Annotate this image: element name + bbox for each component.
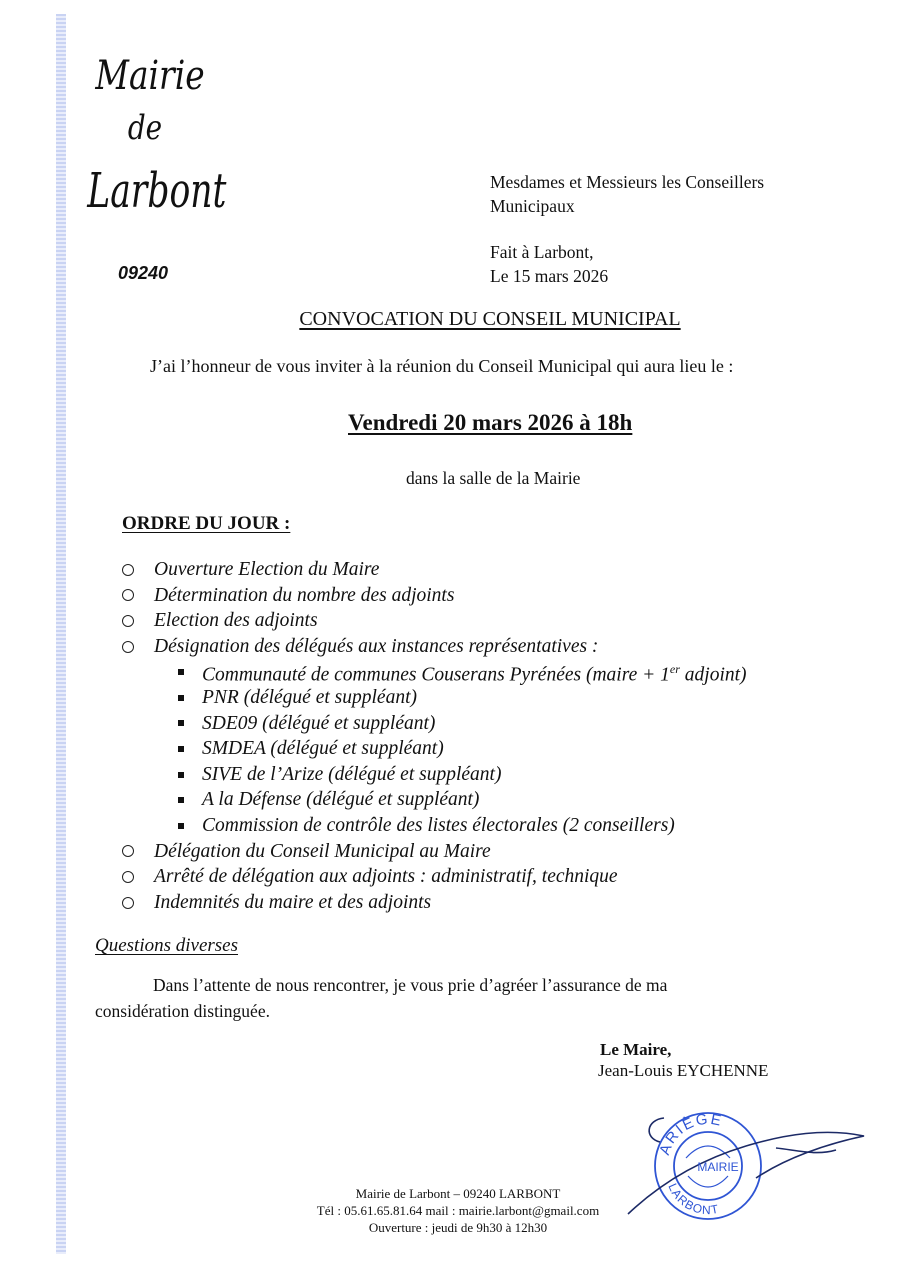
superscript-er: er — [669, 661, 680, 676]
agenda-subitem-text: PNR (délégué et suppléant) — [202, 686, 417, 708]
agenda-subitem-text: Commission de contrôle des listes électorales (2 conseillers) — [202, 814, 675, 836]
meeting-date: Vendredi 20 mars 2026 à 18h — [348, 410, 633, 435]
stamp-top-text — [656, 1111, 724, 1158]
square-bullet-icon — [178, 772, 184, 778]
footer — [258, 1185, 658, 1236]
subitem-text-part: Communauté de communes Couserans Pyrénées (maire + 1 — [202, 664, 670, 686]
letterhead-logo — [70, 52, 230, 226]
agenda-item-text: Arrêté de délégation aux adjoints : administratif, technique — [154, 866, 618, 888]
square-bullet-icon — [178, 695, 184, 701]
agenda-item — [118, 557, 747, 583]
square-bullet-icon — [178, 746, 184, 752]
recipient-line-1: Mesdames et Messieurs les Conseillers — [490, 172, 765, 192]
agenda-subitem — [118, 813, 747, 839]
agenda-subitem — [118, 685, 747, 711]
recipient-block — [490, 170, 764, 218]
agenda-item — [118, 634, 747, 660]
agenda-item-text: Désignation des délégués aux instances représentatives : — [154, 635, 599, 657]
agenda-item-text: Détermination du nombre des adjoints — [154, 584, 455, 606]
circle-bullet-icon — [122, 641, 134, 653]
circle-bullet-icon — [122, 897, 134, 909]
agenda-item-text: Ouverture Election du Maire — [154, 559, 380, 580]
agenda-item — [118, 839, 747, 865]
agenda-subitem-text: SDE09 (délégué et suppléant) — [202, 712, 436, 734]
circle-bullet-icon — [122, 871, 134, 883]
meeting-place: dans la salle de la Mairie — [406, 468, 581, 488]
footer-contact: Tél : 05.61.65.81.64 mail : mairie.larbont@gmail.com — [316, 1203, 600, 1218]
intro-text: J’ai l’honneur de vous inviter à la réunion du Conseil Municipal qui aura lieu le : — [150, 356, 734, 376]
document-title: CONVOCATION DU CONSEIL MUNICIPAL — [299, 308, 681, 330]
closing-paragraph: Dans l’attente de nous rencontrer, je vous prie d’agréer l’assurance de ma considération distinguée. — [95, 975, 668, 1021]
agenda-subitem-text — [202, 657, 747, 688]
agenda-subitem — [118, 736, 747, 762]
circle-bullet-icon — [122, 564, 134, 576]
agenda-subitem-text: SMDEA (délégué et suppléant) — [202, 738, 444, 760]
agenda-subitem — [118, 787, 747, 813]
date-line: Le 15 mars 2026 — [490, 266, 609, 286]
agenda-subitem-text: A la Défense (délégué et suppléant) — [202, 789, 480, 811]
place-line: Fait à Larbont, — [490, 242, 594, 262]
postcode: 09240 — [118, 263, 169, 283]
place-date-block — [490, 240, 608, 288]
left-border-decoration — [56, 14, 66, 1254]
subitem-text-part: adjoint) — [679, 664, 747, 686]
signature-scribble — [628, 1118, 864, 1214]
stamp-center-text: MAIRIE — [697, 1160, 739, 1174]
agenda-item — [118, 890, 747, 916]
questions-heading: Questions diverses — [95, 935, 239, 956]
agenda-item — [118, 864, 747, 890]
agenda-item-text: Indemnités du maire et des adjoints — [154, 891, 432, 913]
agenda-subitem — [118, 711, 747, 737]
agenda-list — [118, 557, 747, 915]
agenda-title: ORDRE DU JOUR : — [122, 513, 291, 534]
footer-address: Mairie de Larbont – 09240 LARBONT — [355, 1186, 561, 1201]
agenda-subitem — [118, 659, 747, 685]
logo-line-larbont: Larbont — [87, 163, 227, 219]
agenda-item — [118, 583, 747, 609]
stamp-bottom-textpath: LARBONT — [665, 1181, 721, 1218]
signer-title: Le Maire, — [600, 1040, 672, 1059]
agenda-item — [118, 608, 747, 634]
logo-line-de: de — [127, 108, 163, 148]
signer-name: Jean-Louis EYCHENNE — [598, 1061, 769, 1080]
circle-bullet-icon — [122, 615, 134, 627]
footer-hours: Ouverture : jeudi de 9h30 à 12h30 — [368, 1220, 548, 1235]
square-bullet-icon — [178, 797, 184, 803]
agenda-subitem — [118, 762, 747, 788]
official-stamp-and-signature — [626, 1098, 870, 1226]
agenda-item-text: Délégation du Conseil Municipal au Maire — [154, 840, 491, 862]
agenda-subitem-text: SIVE de l’Arize (délégué et suppléant) — [202, 763, 502, 785]
circle-bullet-icon — [122, 845, 134, 857]
circle-bullet-icon — [122, 589, 134, 601]
document-title-row — [0, 308, 900, 331]
recipient-line-2: Municipaux — [490, 196, 575, 216]
stamp-top-textpath: ARIÈGE — [656, 1110, 725, 1158]
square-bullet-icon — [178, 669, 184, 675]
agenda-item-text: Election des adjoints — [154, 610, 318, 632]
square-bullet-icon — [178, 720, 184, 726]
square-bullet-icon — [178, 823, 184, 829]
logo-line-mairie: Mairie — [95, 53, 205, 99]
